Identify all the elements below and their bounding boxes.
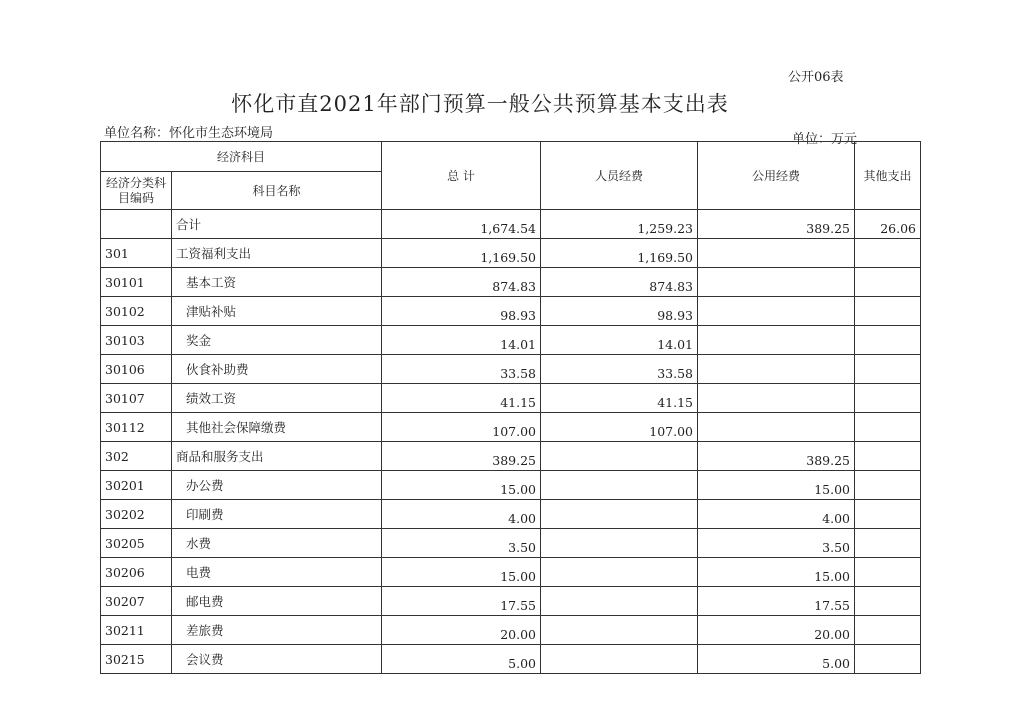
row-total: 874.83 — [382, 268, 541, 297]
table-row — [101, 384, 921, 413]
row-total: 4.00 — [382, 500, 541, 529]
row-public: 4.00 — [698, 500, 855, 529]
row-other: 26.06 — [855, 210, 921, 239]
row-public — [698, 384, 855, 413]
row-total: 14.01 — [382, 326, 541, 355]
row-public — [698, 326, 855, 355]
row-personnel — [541, 616, 698, 645]
other-header: 其他支出 — [855, 142, 921, 210]
row-personnel: 14.01 — [541, 326, 698, 355]
row-personnel: 41.15 — [541, 384, 698, 413]
row-subject-name: 邮电费 — [172, 587, 382, 616]
row-subject-name: 水费 — [172, 529, 382, 558]
row-code: 30103 — [101, 326, 172, 355]
row-code: 30206 — [101, 558, 172, 587]
table-row — [101, 558, 921, 587]
row-total: 41.15 — [382, 384, 541, 413]
row-public: 389.25 — [698, 210, 855, 239]
row-public: 3.50 — [698, 529, 855, 558]
row-public — [698, 413, 855, 442]
table-row — [101, 500, 921, 529]
unit-name-label: 单位名称：怀化市生态环境局 — [104, 126, 274, 141]
row-subject-name: 会议费 — [172, 645, 382, 674]
row-other — [855, 500, 921, 529]
row-personnel — [541, 558, 698, 587]
row-other — [855, 471, 921, 500]
row-other — [855, 355, 921, 384]
row-code: 30207 — [101, 587, 172, 616]
row-total: 20.00 — [382, 616, 541, 645]
row-public — [698, 268, 855, 297]
row-total: 389.25 — [382, 442, 541, 471]
row-public: 389.25 — [698, 442, 855, 471]
econ-code-header: 经济分类科目编码 — [101, 172, 172, 210]
table-row — [101, 210, 921, 239]
row-code: 30211 — [101, 616, 172, 645]
row-subject-name: 印刷费 — [172, 500, 382, 529]
row-total: 15.00 — [382, 471, 541, 500]
row-public — [698, 239, 855, 268]
row-total: 1,674.54 — [382, 210, 541, 239]
row-other — [855, 529, 921, 558]
row-personnel: 33.58 — [541, 355, 698, 384]
row-personnel — [541, 471, 698, 500]
budget-rows — [101, 210, 921, 674]
row-other — [855, 442, 921, 471]
row-code: 30101 — [101, 268, 172, 297]
table-row — [101, 616, 921, 645]
row-personnel — [541, 500, 698, 529]
table-row — [101, 471, 921, 500]
row-personnel: 1,169.50 — [541, 239, 698, 268]
row-total: 33.58 — [382, 355, 541, 384]
table-row — [101, 413, 921, 442]
row-subject-name: 伙食补助费 — [172, 355, 382, 384]
row-other — [855, 413, 921, 442]
table-row — [101, 645, 921, 674]
row-public: 5.00 — [698, 645, 855, 674]
row-personnel: 98.93 — [541, 297, 698, 326]
row-public — [698, 355, 855, 384]
table-row — [101, 587, 921, 616]
table-row — [101, 239, 921, 268]
row-other — [855, 587, 921, 616]
row-code: 30112 — [101, 413, 172, 442]
row-subject-name: 绩效工资 — [172, 384, 382, 413]
row-subject-name: 工资福利支出 — [172, 239, 382, 268]
row-subject-name: 其他社会保障缴费 — [172, 413, 382, 442]
row-total: 1,169.50 — [382, 239, 541, 268]
table-row — [101, 355, 921, 384]
row-public — [698, 297, 855, 326]
page-title: 怀化市直2021年部门预算一般公共预算基本支出表 — [231, 92, 729, 116]
row-other — [855, 645, 921, 674]
table-row — [101, 442, 921, 471]
row-subject-name: 奖金 — [172, 326, 382, 355]
row-personnel — [541, 645, 698, 674]
table-row — [101, 268, 921, 297]
row-subject-name: 津贴补贴 — [172, 297, 382, 326]
row-subject-name: 电费 — [172, 558, 382, 587]
row-subject-name: 基本工资 — [172, 268, 382, 297]
row-personnel: 107.00 — [541, 413, 698, 442]
row-personnel — [541, 587, 698, 616]
row-code: 30215 — [101, 645, 172, 674]
row-code: 30102 — [101, 297, 172, 326]
row-public: 20.00 — [698, 616, 855, 645]
row-personnel — [541, 529, 698, 558]
form-tag: 公开06表 — [788, 70, 844, 85]
row-subject-name: 差旅费 — [172, 616, 382, 645]
row-code: 30107 — [101, 384, 172, 413]
row-code — [101, 210, 172, 239]
row-code: 30201 — [101, 471, 172, 500]
row-subject-name: 合计 — [172, 210, 382, 239]
row-total: 17.55 — [382, 587, 541, 616]
row-personnel: 1,259.23 — [541, 210, 698, 239]
row-other — [855, 558, 921, 587]
row-other — [855, 297, 921, 326]
personnel-header: 人员经费 — [541, 142, 698, 210]
row-code: 30205 — [101, 529, 172, 558]
public-header: 公用经费 — [698, 142, 855, 210]
row-subject-name: 商品和服务支出 — [172, 442, 382, 471]
row-personnel — [541, 442, 698, 471]
currency-unit-label: 单位：万元 — [792, 132, 858, 147]
row-code: 301 — [101, 239, 172, 268]
budget-table — [100, 141, 921, 674]
row-total: 15.00 — [382, 558, 541, 587]
row-other — [855, 326, 921, 355]
row-other — [855, 268, 921, 297]
subject-name-header: 科目名称 — [172, 172, 382, 210]
row-total: 98.93 — [382, 297, 541, 326]
table-row — [101, 297, 921, 326]
row-code: 30202 — [101, 500, 172, 529]
row-total: 107.00 — [382, 413, 541, 442]
row-public: 15.00 — [698, 558, 855, 587]
row-public: 17.55 — [698, 587, 855, 616]
row-public: 15.00 — [698, 471, 855, 500]
row-code: 30106 — [101, 355, 172, 384]
row-total: 3.50 — [382, 529, 541, 558]
table-row — [101, 326, 921, 355]
row-other — [855, 384, 921, 413]
row-subject-name: 办公费 — [172, 471, 382, 500]
row-other — [855, 616, 921, 645]
row-personnel: 874.83 — [541, 268, 698, 297]
econ-subject-header: 经济科目 — [101, 142, 382, 172]
row-total: 5.00 — [382, 645, 541, 674]
table-row — [101, 529, 921, 558]
total-header: 总 计 — [382, 142, 541, 210]
row-other — [855, 239, 921, 268]
row-code: 302 — [101, 442, 172, 471]
